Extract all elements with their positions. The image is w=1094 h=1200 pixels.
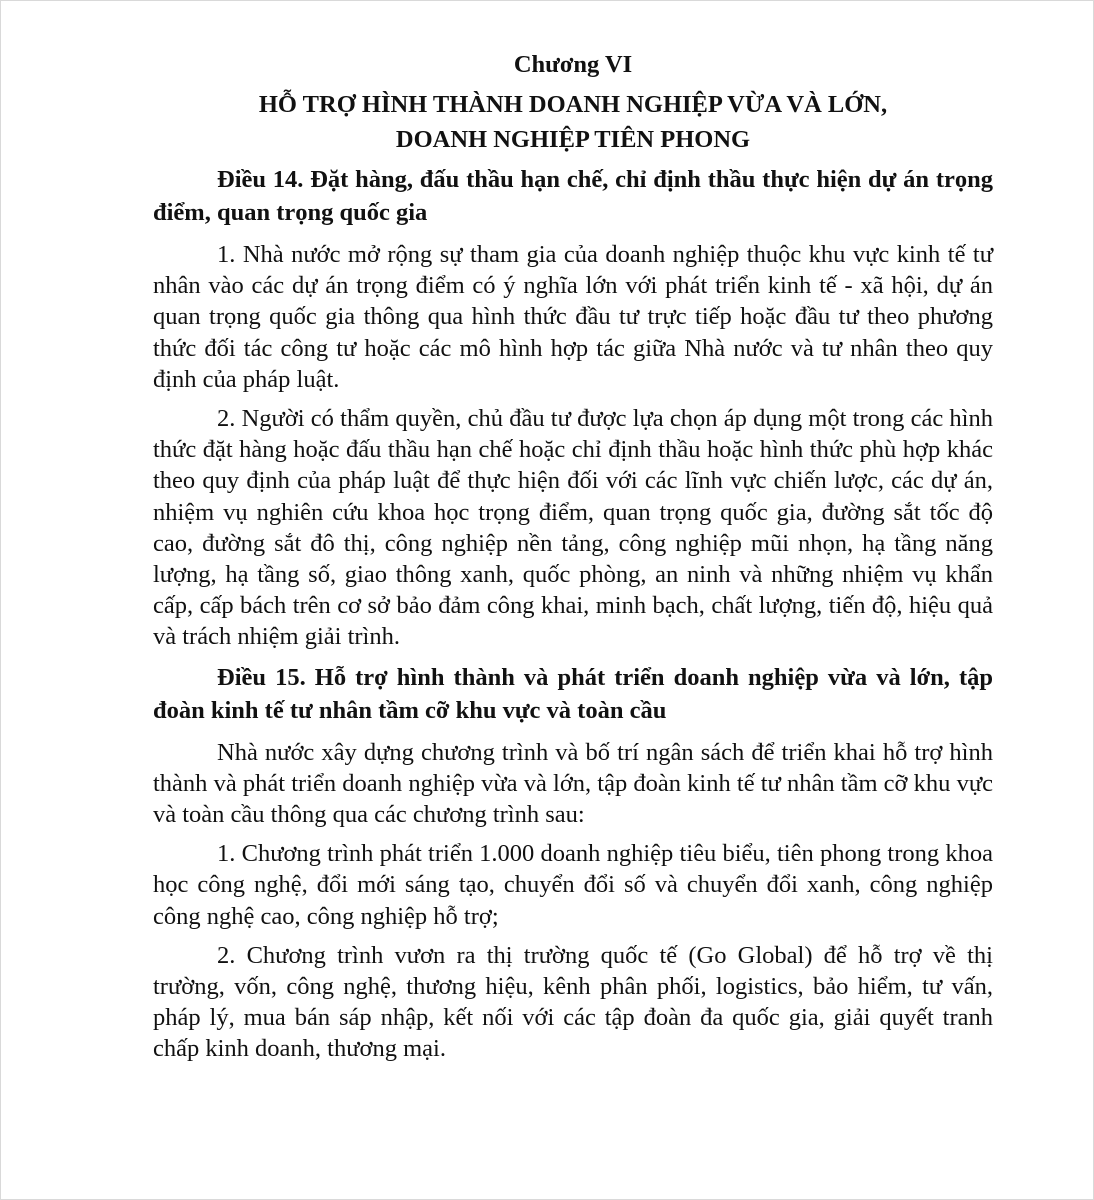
article-15-intro: Nhà nước xây dựng chương trình và bố trí ngân sách để triển khai hỗ trợ hình thành và phát triển doanh nghiệp vừa và lớn, tập đoàn kinh tế tư nhân tầm cỡ khu vực và toàn cầu thông qua các chương trình sau: [153, 738, 993, 829]
document-content [153, 43, 993, 1073]
article-15-item-2: 2. Chương trình vươn ra thị trường quốc tế (Go Global) để hỗ trợ về thị trường, vốn, công nghệ, thương hiệu, kênh phân phối, logistics, bảo hiểm, tư vấn, pháp lý, mua bán sáp nhập, kết nối với các tập đoàn đa quốc gia, giải quyết tranh chấp kinh doanh, thương mại. [153, 941, 993, 1063]
article-14-paragraph-2: 2. Người có thẩm quyền, chủ đầu tư được lựa chọn áp dụng một trong các hình thức đặt hàng hoặc đấu thầu hạn chế hoặc chỉ định thầu hoặc hình thức phù hợp khác theo quy định của pháp luật để thực hiện đối với các lĩnh vực chiến lược, các dự án, nhiệm vụ nghiên cứu khoa học trọng điểm, quan trọng quốc gia, đường sắt tốc độ cao, đường sắt đô thị, công nghiệp nền tảng, công nghiệp mũi nhọn, hạ tầng năng lượng, hạ tầng số, giao thông xanh, quốc phòng, an ninh và những nhiệm vụ khẩn cấp, cấp bách trên cơ sở bảo đảm công khai, minh bạch, chất lượng, tiến độ, hiệu quả và trách nhiệm giải trình. [153, 405, 993, 651]
article-14-heading: Điều 14. Đặt hàng, đấu thầu hạn chế, chỉ định thầu thực hiện dự án trọng điểm, quan trọng quốc gia [153, 166, 993, 226]
chapter-title [153, 87, 993, 157]
chapter-title-line-1: HỖ TRỢ HÌNH THÀNH DOANH NGHIỆP VỪA VÀ LỚN, [258, 91, 888, 118]
article-15-heading: Điều 15. Hỗ trợ hình thành và phát triển doanh nghiệp vừa và lớn, tập đoàn kinh tế tư nhân tầm cỡ khu vực và toàn cầu [153, 663, 993, 724]
chapter-title-line-2: DOANH NGHIỆP TIÊN PHONG [395, 126, 751, 153]
article-15-item-1: 1. Chương trình phát triển 1.000 doanh nghiệp tiêu biểu, tiên phong trong khoa học công nghệ, đổi mới sáng tạo, chuyển đổi số và chuyển đổi xanh, công nghiệp công nghệ cao, công nghiệp hỗ trợ; [153, 840, 993, 930]
chapter-label: Chương VI [513, 51, 633, 78]
article-14-paragraph-1: 1. Nhà nước mở rộng sự tham gia của doanh nghiệp thuộc khu vực kinh tế tư nhân vào các dự án trọng điểm có ý nghĩa lớn với phát triển kinh tế - xã hội, dự án quan trọng quốc gia thông qua hình thức đầu tư trực tiếp hoặc đầu tư theo phương thức đối tác công tư hoặc các mô hình hợp tác giữa Nhà nước và tư nhân theo quy định của pháp luật. [153, 241, 993, 393]
